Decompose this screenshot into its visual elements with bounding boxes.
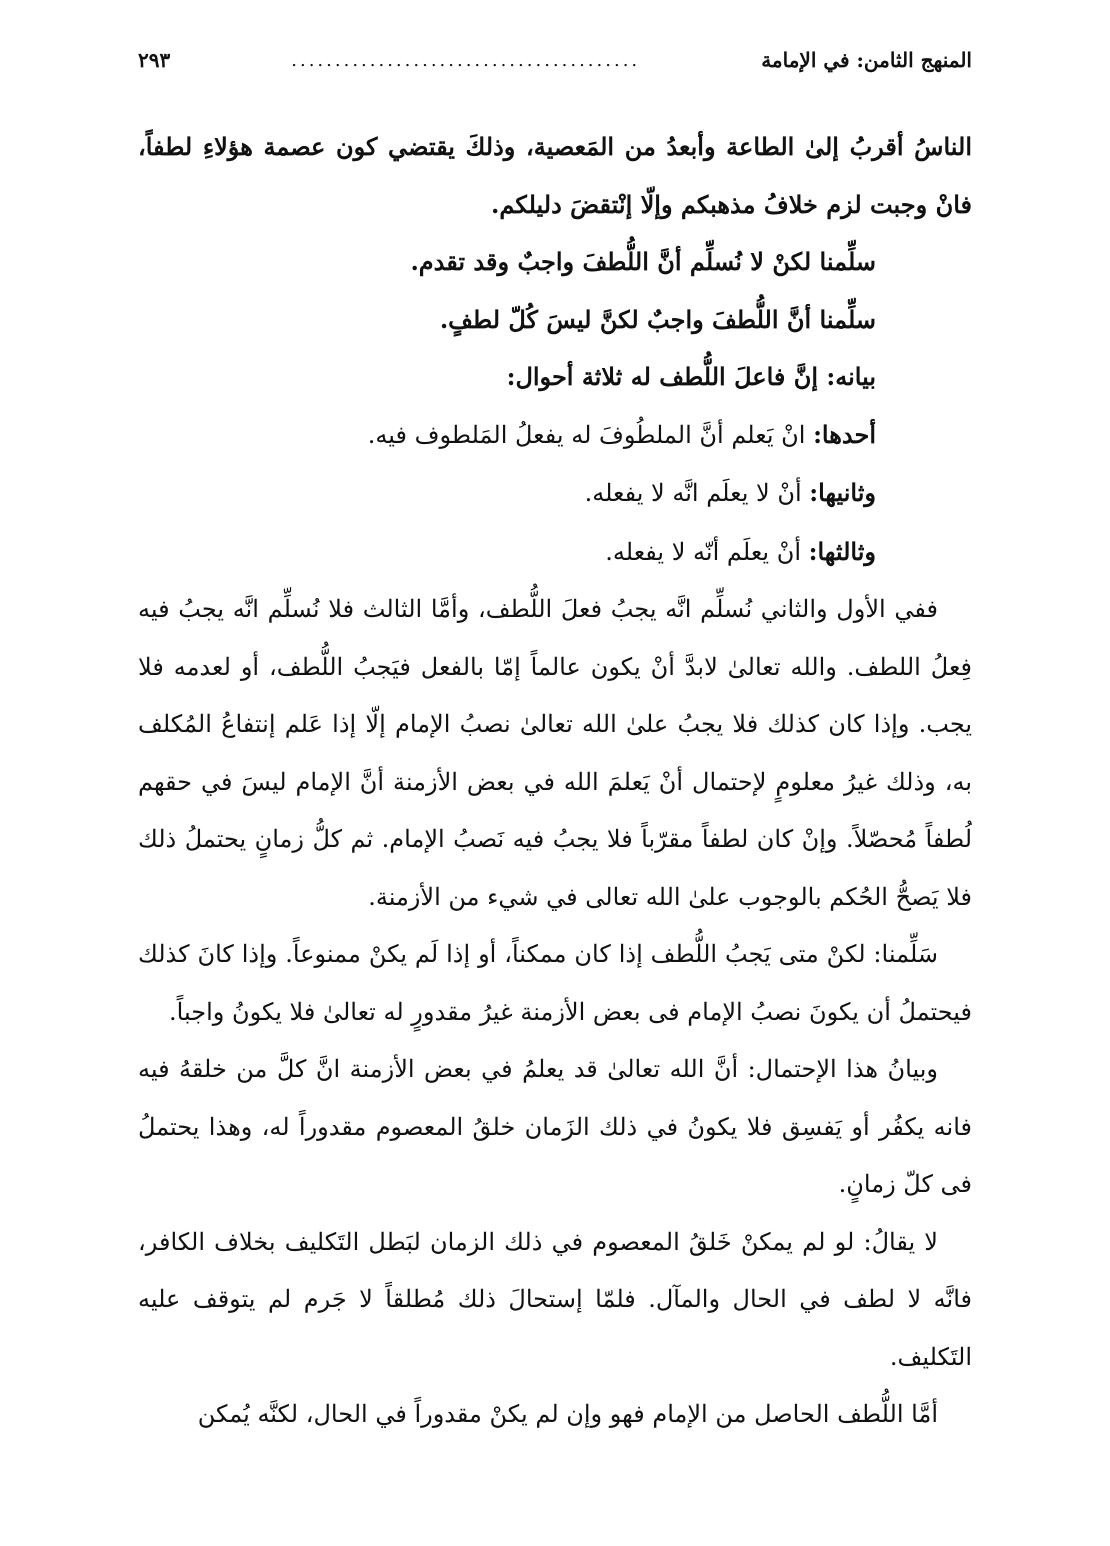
- paragraph: وبيانُ هذا الإحتمال: أنَّ الله تعالىٰ قد يعلمُ في بعض الأزمنة انَّ كلَّ من خلقهُ فيه فانه يكفُر أو يَفسِق فلا يكونُ في ذلك الزَمان خلقُ المعصوم مقدوراً له، وهذا يحتملُ فى كلّ زمانٍ.: [138, 1055, 972, 1198]
- paragraph: بيانه: إنَّ فاعلَ اللُّطف له ثلاثة أحوال:: [506, 362, 876, 391]
- paragraph: سلِّمنا أنَّ اللُّطفَ واجبٌ لكنَّ ليسَ كُلّ لطفٍ.: [439, 304, 876, 334]
- paragraph: سَلِّمنا: لكنْ متى يَجبُ اللُّطف إذا كان ممكناً، أو إذا لَم يكنْ ممنوعاً. وإذا كانَ كذلك فيحتملُ أن يكونَ نصبُ الإمام فى بعض الأزمنة غيرُ مقدورٍ له تعالىٰ فلا يكونُ واجباً.: [138, 940, 972, 1026]
- list-item: [138, 464, 972, 523]
- page-number: ٢٩٣: [138, 48, 171, 72]
- paragraph: سلِّمنا لكنْ لا نُسلِّم أنَّ اللُّطفَ واجبٌ وقد تقدم.: [410, 247, 876, 276]
- leader-dots: ........................................: [291, 49, 641, 71]
- paragraph: الناسُ أقربُ إلىٰ الطاعة وأبعدُ من المَعصية، وذلكَ يقتضي كون عصمة هؤلاءِ لطفاً، فانْ وجبت لزم خلافُ مذهبكم وإلّا إنْتقضَ دليلكم.: [138, 132, 972, 219]
- list-item-text: أنْ لا يعلَم انَّه لا يفعله.: [584, 479, 810, 507]
- list-item-text: انْ يَعلم أنَّ الملطُوفَ له يفعلُ المَلطوف فيه.: [367, 420, 814, 449]
- running-header: [138, 40, 972, 80]
- page-body: [138, 118, 972, 1444]
- list-item: [138, 523, 972, 582]
- chapter-title: المنهج الثامن: في الإمامة: [761, 48, 972, 72]
- list-item-text: أنْ يعلَم أنّه لا يفعله.: [605, 537, 809, 566]
- list-item: [138, 406, 972, 465]
- paragraph: ففي الأول والثاني نُسلِّم انَّه يجبُ فعلَ اللُّطف، وأمَّا الثالث فلا نُسلِّم انَّه يجبُ فيه فِعلُ اللطف. والله تعالىٰ لابدَّ أنْ يكون عالماً إمّا بالفعل فيَجبُ اللُّطف، أو لعدمه فلا يجب. وإذا كان كذلك فلا يجبُ علىٰ الله تعالىٰ نصبُ الإمام إلّا إذا عَلم إنتفاعُ المُكلف به، وذلك غيرُ معلومٍ لإحتمال أنْ يَعلمَ الله في بعض الأزمنة أنَّ الإمام ليسَ في حقهم لُطفاً مُحصّلاً. وإنْ كان لطفاً مقرّباً فلا يجبُ فيه نَصبُ الإمام. ثم كلُّ زمانٍ يحتملُ ذلك فلا يَصحُّ الحُكم بالوجوب علىٰ الله تعالى في شيء من الأزمنة.: [138, 595, 973, 911]
- list-item-label: وثانيها:: [809, 478, 876, 507]
- list-item-label: أحدها:: [813, 419, 876, 449]
- list-item-label: وثالثها:: [808, 536, 876, 566]
- paragraph: أمَّا اللُّطف الحاصل من الإمام فهو وإن لم يكنْ مقدوراً في الحال، لكنَّه يُمكن: [197, 1400, 938, 1428]
- paragraph: لا يقالُ: لو لم يمكنْ خَلقُ المعصوم في ذلك الزمان لبَطل التَكليف بخلاف الكافر، فانَّه لا لطف في الحال والمآل. فلمّا إستحالَ ذلك مُطلقاً لا جَرم لم يتوقف عليه التَكليف.: [138, 1227, 972, 1371]
